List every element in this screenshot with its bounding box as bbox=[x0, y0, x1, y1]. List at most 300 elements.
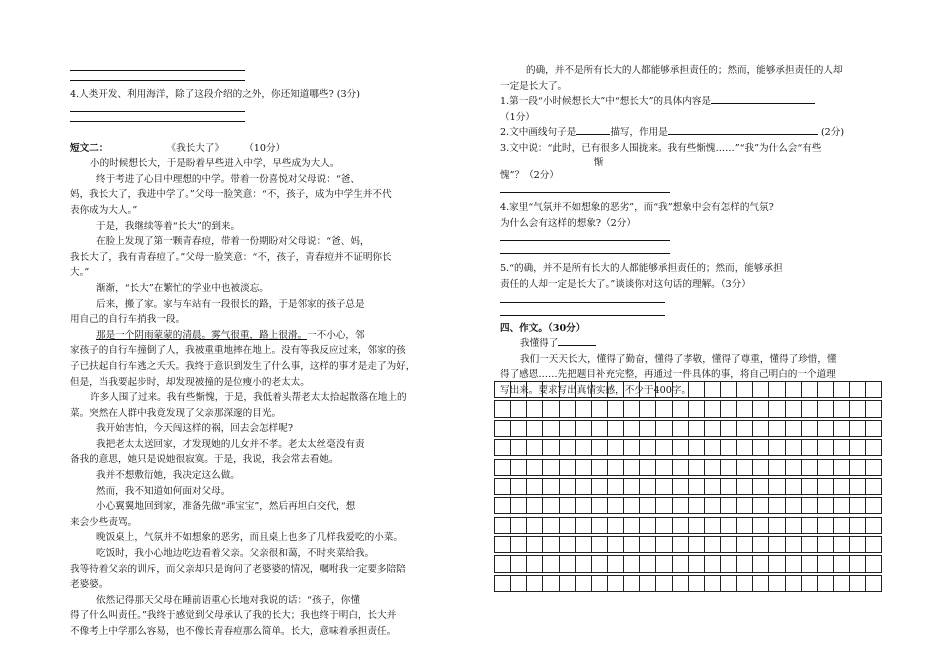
grid-cell[interactable] bbox=[753, 460, 769, 475]
grid-cell[interactable] bbox=[495, 460, 511, 475]
grid-cell[interactable] bbox=[769, 518, 785, 533]
grid-cell[interactable] bbox=[527, 498, 543, 513]
grid-cell[interactable] bbox=[576, 440, 592, 455]
grid-cell[interactable] bbox=[640, 401, 656, 416]
question-4-prev: 4.人类开发、利用海洋，除了这段介绍的之外，你还知道哪些? (3分) bbox=[70, 89, 360, 100]
grid-cell[interactable] bbox=[689, 537, 705, 552]
question-1-points: （1分） bbox=[500, 111, 535, 123]
grid-cell[interactable] bbox=[786, 382, 802, 397]
text-line: 依然记得那天父母在睡前语重心长地对我说的话：“孩子，你懂 bbox=[96, 594, 360, 606]
grid-cell[interactable] bbox=[786, 576, 802, 591]
grid-cell[interactable] bbox=[721, 537, 737, 552]
grid-cell[interactable] bbox=[576, 537, 592, 552]
grid-cell[interactable] bbox=[511, 498, 527, 513]
grid-cell[interactable] bbox=[624, 537, 640, 552]
grid-cell[interactable] bbox=[705, 498, 721, 513]
grid-cell[interactable] bbox=[543, 518, 559, 533]
grid-cell[interactable] bbox=[721, 421, 737, 436]
grid-cell[interactable] bbox=[866, 460, 882, 475]
grid-cell[interactable] bbox=[592, 537, 608, 552]
grid-cell[interactable] bbox=[850, 518, 866, 533]
grid-cell[interactable] bbox=[673, 556, 689, 571]
grid-cell[interactable] bbox=[834, 460, 850, 475]
grid-cell[interactable] bbox=[834, 498, 850, 513]
grid-cell[interactable] bbox=[495, 421, 511, 436]
grid-cell[interactable] bbox=[818, 556, 834, 571]
answer-line[interactable] bbox=[70, 111, 245, 112]
essay-title-blank[interactable] bbox=[558, 337, 596, 346]
grid-cell[interactable] bbox=[640, 382, 656, 397]
grid-cell[interactable] bbox=[753, 556, 769, 571]
grid-cell[interactable] bbox=[608, 382, 624, 397]
grid-cell[interactable] bbox=[834, 576, 850, 591]
grid-cell[interactable] bbox=[624, 440, 640, 455]
grid-cell[interactable] bbox=[576, 518, 592, 533]
grid-cell[interactable] bbox=[802, 421, 818, 436]
grid-cell[interactable] bbox=[543, 498, 559, 513]
grid-cell[interactable] bbox=[592, 440, 608, 455]
grid-cell[interactable] bbox=[802, 479, 818, 494]
grid-cell[interactable] bbox=[608, 518, 624, 533]
grid-cell[interactable] bbox=[624, 556, 640, 571]
grid-row bbox=[494, 400, 882, 417]
grid-cell[interactable] bbox=[689, 556, 705, 571]
grid-cell[interactable] bbox=[608, 537, 624, 552]
grid-cell[interactable] bbox=[753, 382, 769, 397]
grid-cell[interactable] bbox=[802, 440, 818, 455]
grid-cell[interactable] bbox=[543, 382, 559, 397]
grid-cell[interactable] bbox=[721, 401, 737, 416]
grid-cell[interactable] bbox=[592, 518, 608, 533]
grid-cell[interactable] bbox=[818, 421, 834, 436]
grid-cell[interactable] bbox=[786, 479, 802, 494]
grid-cell[interactable] bbox=[689, 518, 705, 533]
text-line: 在脸上发现了第一颗青春痘，带着一份期盼对父母说：“爸、妈， bbox=[96, 236, 370, 248]
grid-cell[interactable] bbox=[543, 556, 559, 571]
grid-cell[interactable] bbox=[721, 576, 737, 591]
grid-cell[interactable] bbox=[640, 518, 656, 533]
grid-cell[interactable] bbox=[802, 556, 818, 571]
grid-cell[interactable] bbox=[656, 479, 672, 494]
grid-cell[interactable] bbox=[818, 537, 834, 552]
grid-cell[interactable] bbox=[527, 460, 543, 475]
answer-line[interactable] bbox=[70, 70, 245, 71]
grid-cell[interactable] bbox=[866, 382, 882, 397]
grid-cell[interactable] bbox=[560, 421, 576, 436]
grid-cell[interactable] bbox=[576, 498, 592, 513]
grid-cell[interactable] bbox=[527, 537, 543, 552]
grid-cell[interactable] bbox=[818, 498, 834, 513]
grid-cell[interactable] bbox=[866, 537, 882, 552]
grid-cell[interactable] bbox=[737, 440, 753, 455]
grid-cell[interactable] bbox=[769, 576, 785, 591]
grid-cell[interactable] bbox=[673, 518, 689, 533]
grid-cell[interactable] bbox=[786, 537, 802, 552]
grid-cell[interactable] bbox=[543, 479, 559, 494]
grid-cell[interactable] bbox=[786, 556, 802, 571]
grid-cell[interactable] bbox=[511, 382, 527, 397]
essay-writing-grid[interactable] bbox=[494, 381, 882, 594]
grid-cell[interactable] bbox=[592, 460, 608, 475]
grid-cell[interactable] bbox=[737, 537, 753, 552]
grid-cell[interactable] bbox=[495, 401, 511, 416]
grid-cell[interactable] bbox=[608, 479, 624, 494]
grid-cell[interactable] bbox=[640, 537, 656, 552]
grid-cell[interactable] bbox=[850, 537, 866, 552]
answer-blank[interactable] bbox=[576, 126, 610, 135]
grid-cell[interactable] bbox=[511, 518, 527, 533]
grid-cell[interactable] bbox=[640, 479, 656, 494]
grid-cell[interactable] bbox=[705, 440, 721, 455]
grid-cell[interactable] bbox=[527, 556, 543, 571]
grid-cell[interactable] bbox=[769, 382, 785, 397]
grid-cell[interactable] bbox=[802, 498, 818, 513]
text-line: 但是，当我要起步时，却发现被撞的是位瘦小的老太太。 bbox=[70, 376, 310, 388]
grid-cell[interactable] bbox=[576, 382, 592, 397]
grid-cell[interactable] bbox=[769, 440, 785, 455]
grid-cell[interactable] bbox=[656, 518, 672, 533]
grid-cell[interactable] bbox=[527, 382, 543, 397]
grid-cell[interactable] bbox=[511, 460, 527, 475]
grid-cell[interactable] bbox=[721, 440, 737, 455]
grid-cell[interactable] bbox=[786, 401, 802, 416]
grid-cell[interactable] bbox=[866, 421, 882, 436]
grid-cell[interactable] bbox=[753, 518, 769, 533]
grid-cell[interactable] bbox=[592, 382, 608, 397]
grid-cell[interactable] bbox=[495, 576, 511, 591]
text-line: 于是，我继续等着“长大”的到来。 bbox=[96, 220, 241, 232]
grid-cell[interactable] bbox=[721, 479, 737, 494]
text-line: 来会少些责骂。 bbox=[70, 516, 138, 528]
grid-cell[interactable] bbox=[656, 537, 672, 552]
grid-cell[interactable] bbox=[689, 576, 705, 591]
grid-cell[interactable] bbox=[592, 576, 608, 591]
grid-cell[interactable] bbox=[576, 460, 592, 475]
grid-cell[interactable] bbox=[624, 498, 640, 513]
grid-cell[interactable] bbox=[753, 498, 769, 513]
grid-cell[interactable] bbox=[753, 576, 769, 591]
grid-cell[interactable] bbox=[673, 537, 689, 552]
answer-line[interactable] bbox=[70, 121, 245, 122]
grid-row bbox=[494, 420, 882, 437]
grid-cell[interactable] bbox=[673, 440, 689, 455]
grid-cell[interactable] bbox=[608, 440, 624, 455]
grid-cell[interactable] bbox=[850, 421, 866, 436]
grid-cell[interactable] bbox=[560, 556, 576, 571]
grid-cell[interactable] bbox=[495, 382, 511, 397]
question-4: 4.家里“气氛并不如想象的恶劣”，而“我”想象中会有怎样的气氛? bbox=[500, 202, 774, 214]
grid-cell[interactable] bbox=[818, 401, 834, 416]
underlined-sentence: 那是一个阴雨蒙蒙的清晨。雾气很重，路上很滑。 bbox=[96, 329, 308, 341]
grid-cell[interactable] bbox=[656, 460, 672, 475]
grid-cell[interactable] bbox=[592, 479, 608, 494]
grid-cell[interactable] bbox=[705, 556, 721, 571]
grid-cell[interactable] bbox=[495, 537, 511, 552]
grid-cell[interactable] bbox=[721, 498, 737, 513]
grid-cell[interactable] bbox=[511, 576, 527, 591]
grid-cell[interactable] bbox=[850, 382, 866, 397]
grid-cell[interactable] bbox=[834, 479, 850, 494]
grid-cell[interactable] bbox=[656, 498, 672, 513]
grid-cell[interactable] bbox=[656, 576, 672, 591]
grid-cell[interactable] bbox=[527, 576, 543, 591]
grid-cell[interactable] bbox=[737, 421, 753, 436]
grid-cell[interactable] bbox=[769, 460, 785, 475]
text-line: 小心翼翼地回到家，准备先做“乖宝宝”，然后再坦白交代，想 bbox=[96, 501, 356, 513]
grid-cell[interactable] bbox=[737, 556, 753, 571]
grid-cell[interactable] bbox=[721, 556, 737, 571]
grid-cell[interactable] bbox=[495, 556, 511, 571]
grid-cell[interactable] bbox=[705, 401, 721, 416]
grid-cell[interactable] bbox=[560, 537, 576, 552]
grid-cell[interactable] bbox=[673, 460, 689, 475]
grid-cell[interactable] bbox=[866, 440, 882, 455]
grid-cell[interactable] bbox=[543, 537, 559, 552]
text-line: 小的时候想长大，于是盼着早些进入中学，早些成为大人。 bbox=[90, 158, 340, 170]
text-line: 备我的意思，她只是说她很寂寞。于是，我说，我会常去看她。 bbox=[70, 454, 339, 466]
grid-cell[interactable] bbox=[753, 401, 769, 416]
grid-cell[interactable] bbox=[495, 479, 511, 494]
grid-cell[interactable] bbox=[640, 421, 656, 436]
grid-cell[interactable] bbox=[543, 440, 559, 455]
grid-cell[interactable] bbox=[850, 576, 866, 591]
grid-cell[interactable] bbox=[543, 576, 559, 591]
text-line: 吃饭时，我小心地边吃边看着父亲。父亲很和蔼，不时夹菜给我。 bbox=[96, 548, 375, 560]
grid-cell[interactable] bbox=[592, 498, 608, 513]
grid-cell[interactable] bbox=[834, 440, 850, 455]
grid-cell[interactable] bbox=[640, 576, 656, 591]
grid-cell[interactable] bbox=[705, 382, 721, 397]
grid-cell[interactable] bbox=[624, 382, 640, 397]
grid-cell[interactable] bbox=[786, 440, 802, 455]
grid-cell[interactable] bbox=[737, 401, 753, 416]
grid-cell[interactable] bbox=[769, 401, 785, 416]
grid-cell[interactable] bbox=[527, 518, 543, 533]
grid-cell[interactable] bbox=[640, 440, 656, 455]
answer-blank[interactable] bbox=[668, 126, 818, 135]
text-line: 老婆婆。 bbox=[70, 579, 109, 591]
grid-cell[interactable] bbox=[673, 382, 689, 397]
grid-cell[interactable] bbox=[753, 479, 769, 494]
grid-cell[interactable] bbox=[786, 421, 802, 436]
answer-line[interactable] bbox=[70, 80, 245, 81]
grid-cell[interactable] bbox=[786, 460, 802, 475]
grid-cell[interactable] bbox=[560, 382, 576, 397]
grid-cell[interactable] bbox=[753, 537, 769, 552]
grid-cell[interactable] bbox=[560, 498, 576, 513]
grid-cell[interactable] bbox=[802, 576, 818, 591]
grid-cell[interactable] bbox=[705, 537, 721, 552]
grid-cell[interactable] bbox=[866, 498, 882, 513]
grid-cell[interactable] bbox=[576, 401, 592, 416]
grid-cell[interactable] bbox=[560, 401, 576, 416]
grid-cell[interactable] bbox=[834, 518, 850, 533]
grid-cell[interactable] bbox=[624, 421, 640, 436]
grid-cell[interactable] bbox=[689, 401, 705, 416]
grid-cell[interactable] bbox=[834, 537, 850, 552]
grid-cell[interactable] bbox=[737, 382, 753, 397]
grid-cell[interactable] bbox=[511, 537, 527, 552]
grid-cell[interactable] bbox=[818, 440, 834, 455]
grid-cell[interactable] bbox=[673, 421, 689, 436]
grid-cell[interactable] bbox=[527, 401, 543, 416]
grid-cell[interactable] bbox=[673, 498, 689, 513]
grid-cell[interactable] bbox=[769, 537, 785, 552]
grid-cell[interactable] bbox=[769, 498, 785, 513]
grid-cell[interactable] bbox=[624, 479, 640, 494]
grid-cell[interactable] bbox=[608, 576, 624, 591]
grid-cell[interactable] bbox=[576, 421, 592, 436]
grid-cell[interactable] bbox=[705, 421, 721, 436]
grid-cell[interactable] bbox=[640, 498, 656, 513]
grid-cell[interactable] bbox=[818, 518, 834, 533]
grid-cell[interactable] bbox=[560, 460, 576, 475]
grid-cell[interactable] bbox=[769, 556, 785, 571]
grid-cell[interactable] bbox=[543, 401, 559, 416]
grid-cell[interactable] bbox=[511, 440, 527, 455]
grid-cell[interactable] bbox=[495, 440, 511, 455]
grid-cell[interactable] bbox=[753, 421, 769, 436]
grid-cell[interactable] bbox=[689, 440, 705, 455]
grid-cell[interactable] bbox=[737, 498, 753, 513]
grid-cell[interactable] bbox=[592, 421, 608, 436]
grid-cell[interactable] bbox=[592, 401, 608, 416]
grid-cell[interactable] bbox=[689, 382, 705, 397]
grid-cell[interactable] bbox=[511, 401, 527, 416]
grid-cell[interactable] bbox=[543, 421, 559, 436]
grid-cell[interactable] bbox=[850, 460, 866, 475]
answer-line[interactable] bbox=[500, 315, 665, 316]
grid-cell[interactable] bbox=[721, 382, 737, 397]
grid-cell[interactable] bbox=[834, 401, 850, 416]
grid-cell[interactable] bbox=[705, 576, 721, 591]
grid-cell[interactable] bbox=[721, 460, 737, 475]
grid-cell[interactable] bbox=[866, 518, 882, 533]
grid-cell[interactable] bbox=[640, 556, 656, 571]
grid-cell[interactable] bbox=[608, 401, 624, 416]
grid-cell[interactable] bbox=[866, 479, 882, 494]
grid-cell[interactable] bbox=[560, 576, 576, 591]
grid-cell[interactable] bbox=[834, 382, 850, 397]
grid-cell[interactable] bbox=[818, 460, 834, 475]
grid-cell[interactable] bbox=[818, 479, 834, 494]
grid-cell[interactable] bbox=[560, 479, 576, 494]
grid-row bbox=[494, 575, 882, 592]
grid-cell[interactable] bbox=[769, 479, 785, 494]
grid-cell[interactable] bbox=[624, 518, 640, 533]
grid-cell[interactable] bbox=[802, 382, 818, 397]
grid-cell[interactable] bbox=[689, 498, 705, 513]
question-2 bbox=[500, 125, 896, 141]
grid-cell[interactable] bbox=[673, 479, 689, 494]
grid-cell[interactable] bbox=[705, 518, 721, 533]
grid-cell[interactable] bbox=[673, 576, 689, 591]
answer-line[interactable] bbox=[500, 192, 670, 193]
text-line: 然而，我不知道如何面对父母。 bbox=[96, 485, 231, 497]
grid-cell[interactable] bbox=[802, 401, 818, 416]
text-line: 子已扶起自行车逃之夭夭。我终于意识到发生了什么事，这样的事才是走了为好， bbox=[70, 360, 416, 372]
grid-cell[interactable] bbox=[527, 421, 543, 436]
grid-cell[interactable] bbox=[850, 401, 866, 416]
grid-cell[interactable] bbox=[721, 518, 737, 533]
grid-cell[interactable] bbox=[608, 498, 624, 513]
grid-cell[interactable] bbox=[495, 518, 511, 533]
grid-cell[interactable] bbox=[511, 421, 527, 436]
grid-cell[interactable] bbox=[624, 401, 640, 416]
grid-cell[interactable] bbox=[866, 401, 882, 416]
grid-cell[interactable] bbox=[656, 401, 672, 416]
grid-cell[interactable] bbox=[850, 440, 866, 455]
grid-cell[interactable] bbox=[673, 401, 689, 416]
grid-cell[interactable] bbox=[608, 556, 624, 571]
grid-cell[interactable] bbox=[656, 556, 672, 571]
answer-line[interactable] bbox=[500, 240, 670, 241]
grid-cell[interactable] bbox=[737, 460, 753, 475]
grid-cell[interactable] bbox=[656, 421, 672, 436]
grid-cell[interactable] bbox=[511, 479, 527, 494]
grid-cell[interactable] bbox=[576, 576, 592, 591]
grid-cell[interactable] bbox=[737, 479, 753, 494]
grid-cell[interactable] bbox=[834, 556, 850, 571]
grid-cell[interactable] bbox=[527, 479, 543, 494]
grid-cell[interactable] bbox=[802, 460, 818, 475]
grid-cell[interactable] bbox=[818, 382, 834, 397]
grid-cell[interactable] bbox=[624, 460, 640, 475]
grid-cell[interactable] bbox=[866, 556, 882, 571]
grid-cell[interactable] bbox=[656, 382, 672, 397]
grid-cell[interactable] bbox=[850, 498, 866, 513]
grid-cell[interactable] bbox=[737, 518, 753, 533]
grid-cell[interactable] bbox=[689, 460, 705, 475]
grid-cell[interactable] bbox=[576, 556, 592, 571]
answer-line[interactable] bbox=[500, 253, 670, 254]
grid-cell[interactable] bbox=[608, 421, 624, 436]
grid-cell[interactable] bbox=[705, 460, 721, 475]
grid-cell[interactable] bbox=[689, 421, 705, 436]
text-line: 我长大了，我有青春痘了。”父母一脸笑意：“不，孩子，青春痘并不证明你长 bbox=[70, 251, 392, 263]
grid-cell[interactable] bbox=[850, 556, 866, 571]
grid-cell[interactable] bbox=[834, 421, 850, 436]
grid-cell[interactable] bbox=[527, 440, 543, 455]
grid-cell[interactable] bbox=[802, 537, 818, 552]
grid-cell[interactable] bbox=[769, 421, 785, 436]
grid-cell[interactable] bbox=[560, 518, 576, 533]
grid-cell[interactable] bbox=[624, 576, 640, 591]
grid-cell[interactable] bbox=[576, 479, 592, 494]
grid-cell[interactable] bbox=[818, 576, 834, 591]
answer-blank[interactable] bbox=[711, 95, 815, 104]
grid-cell[interactable] bbox=[802, 518, 818, 533]
grid-cell[interactable] bbox=[737, 576, 753, 591]
grid-cell[interactable] bbox=[640, 460, 656, 475]
grid-cell[interactable] bbox=[786, 518, 802, 533]
grid-cell[interactable] bbox=[786, 498, 802, 513]
grid-cell[interactable] bbox=[656, 440, 672, 455]
grid-cell[interactable] bbox=[608, 460, 624, 475]
grid-cell[interactable] bbox=[495, 498, 511, 513]
grid-cell[interactable] bbox=[543, 460, 559, 475]
grid-cell[interactable] bbox=[689, 479, 705, 494]
answer-line[interactable] bbox=[500, 302, 665, 303]
grid-cell[interactable] bbox=[511, 556, 527, 571]
grid-cell[interactable] bbox=[705, 479, 721, 494]
grid-cell[interactable] bbox=[753, 440, 769, 455]
grid-cell[interactable] bbox=[850, 479, 866, 494]
grid-cell[interactable] bbox=[866, 576, 882, 591]
essay-title bbox=[500, 336, 896, 352]
grid-cell[interactable] bbox=[560, 440, 576, 455]
grid-cell[interactable] bbox=[592, 556, 608, 571]
